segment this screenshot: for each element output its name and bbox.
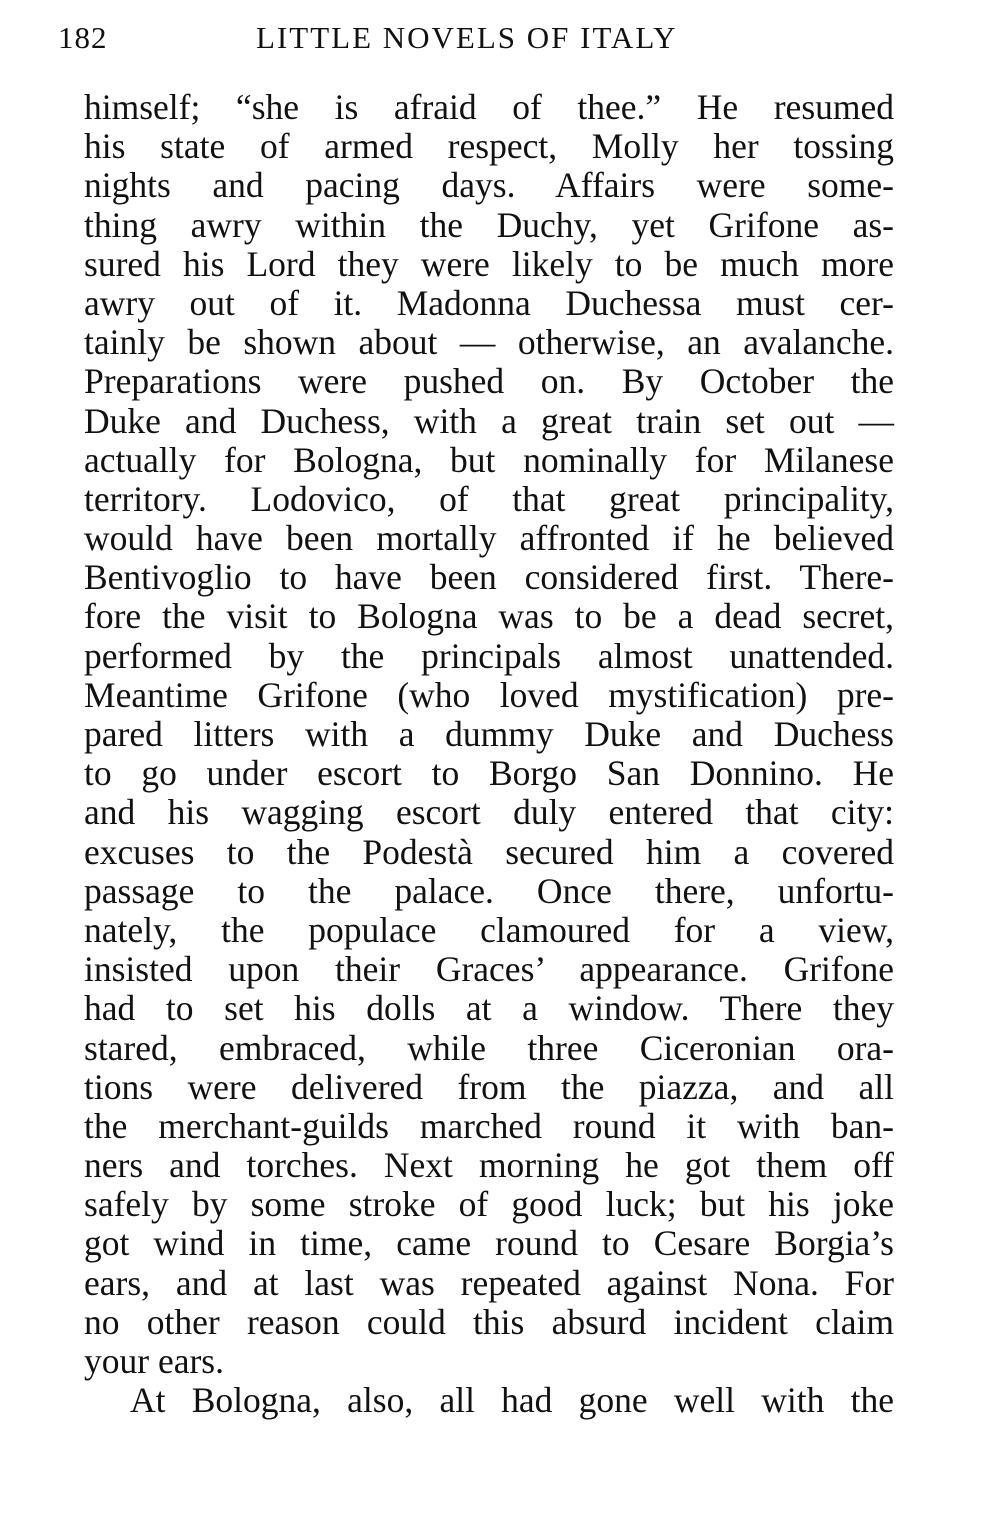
text-line: and his wagging escort duly entered that city: — [84, 792, 894, 833]
running-head — [58, 18, 898, 58]
text-line: had to set his dolls at a window. There they — [84, 988, 894, 1029]
body-text — [84, 88, 894, 1420]
text-line: territory. Lodovico, of that great principality, — [84, 478, 894, 519]
paragraph-end-line: your ears. — [84, 1341, 224, 1381]
text-line: the merchant-guilds marched round it with ban- — [84, 1105, 894, 1146]
text-line: sured his Lord they were likely to be much more — [84, 243, 894, 284]
running-title: LITTLE NOVELS OF ITALY — [256, 20, 678, 55]
text-line: himself; “she is afraid of thee.” He resumed — [84, 87, 894, 127]
text-line: fore the visit to Bologna was to be a dead secret, — [84, 596, 894, 637]
text-line: awry out of it. Madonna Duchessa must cer- — [84, 282, 894, 323]
text-line: tions were delivered from the piazza, and all — [84, 1066, 894, 1107]
text-line: ners and torches. Next morning he got them off — [84, 1145, 894, 1186]
text-line: tainly be shown about — otherwise, an avalanche. — [84, 322, 894, 363]
text-line: insisted upon their Graces’ appearance. Grifone — [84, 949, 894, 990]
text-line: thing awry within the Duchy, yet Grifone as- — [84, 204, 894, 245]
text-line: passage to the palace. Once there, unfortu- — [84, 870, 894, 911]
text-line: his state of armed respect, Molly her tossing — [84, 126, 894, 167]
text-line: nately, the populace clamoured for a view, — [84, 909, 894, 950]
text-line: safely by some stroke of good luck; but his joke — [84, 1184, 894, 1225]
text-line: to go under escort to Borgo San Donnino. He — [84, 753, 894, 794]
page-number: 182 — [58, 20, 108, 55]
text-line: performed by the principals almost unattended. — [84, 635, 894, 676]
text-line: excuses to the Podestà secured him a covered — [84, 831, 894, 872]
text-line: would have been mortally affronted if he believed — [84, 518, 894, 559]
text-line: nights and pacing days. Affairs were some- — [84, 165, 894, 206]
text-line: Preparations were pushed on. By October the — [84, 361, 894, 402]
text-line: no other reason could this absurd incident claim — [84, 1301, 894, 1342]
text-line: actually for Bologna, but nominally for Milanese — [84, 439, 894, 480]
text-line: Bentivoglio to have been considered first. There- — [84, 557, 894, 598]
text-line: pared litters with a dummy Duke and Duchess — [84, 714, 894, 754]
text-line: got wind in time, came round to Cesare Borgia’s — [84, 1223, 894, 1264]
text-line: ears, and at last was repeated against Nona. For — [84, 1262, 894, 1303]
text-line: Meantime Grifone (who loved mystification) pre- — [84, 674, 894, 715]
text-line: Duke and Duchess, with a great train set out — — [84, 400, 894, 441]
text-line: stared, embraced, while three Ciceronian ora- — [84, 1027, 894, 1068]
paragraph-start-line: At Bologna, also, all had gone well with the — [130, 1380, 894, 1421]
